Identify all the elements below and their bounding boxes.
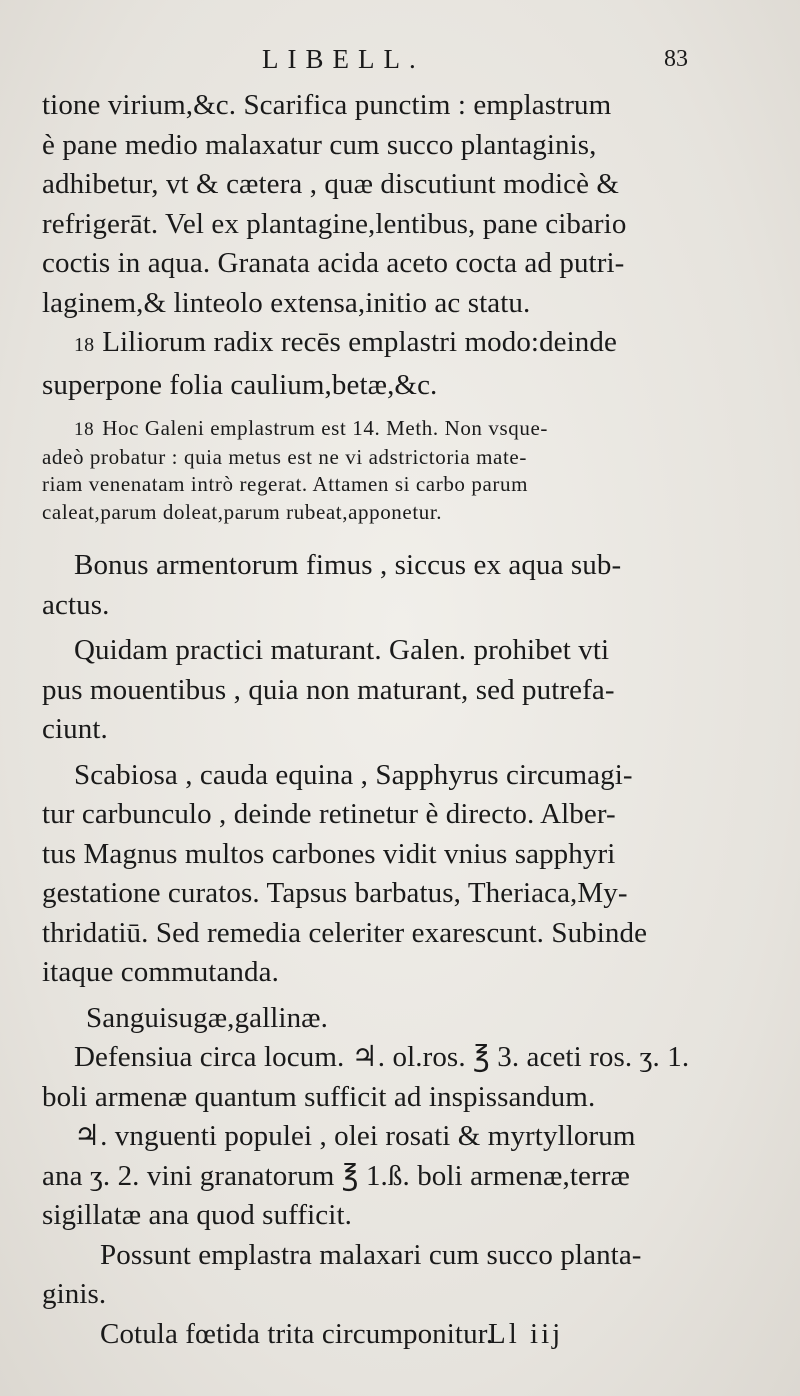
text-line: laginem,& linteolo extensa,initio ac statu. [42,286,531,319]
running-title: LIBELL. [262,44,425,74]
text-line: itaque commutanda. [42,956,279,988]
text-line: actus. [42,588,110,621]
note-line [42,415,722,444]
text-line: Quidam practici maturant. Galen. prohibet vti [74,634,610,666]
paragraph-2 [42,323,722,405]
text-line: pus mouentibus , quia non maturant, sed putrefa- [42,673,615,706]
text-line: Possunt emplastra malaxari cum succo planta- [100,1238,642,1271]
paragraph-5 [42,756,722,993]
page-number: 83 [664,46,688,72]
text-line: refrigerāt. Vel ex plantagine,lentibus, pane cibario [42,207,627,240]
paragraph-7 [42,1038,722,1117]
text-line: boli armenæ quantum sufficit ad inspissandum. [42,1080,596,1113]
text-line: ciunt. [42,713,108,745]
note-line: adeò probatur : quia metus est ne vi adstrictoria mate- [42,444,527,469]
text-line: thridatiū. Sed remedia celeriter exarescunt. Subinde [42,916,648,949]
note-line: caleat,parum doleat,parum rubeat,apponetur. [42,499,443,524]
note-line: riam venenatam intrò regerat. Attamen si carbo parum [42,472,529,496]
text-line: tur carbunculo , deinde retinetur è directo. Alber- [42,798,616,830]
text-line: tione virium,&c. Scarifica punctim : emplastrum [42,89,612,121]
text-line: Scabiosa , cauda equina , Sapphyrus circumagi- [74,758,633,791]
paragraph-8 [42,1117,722,1236]
signature-mark: Ll iij [488,1318,564,1350]
line-text: Liliorum radix recēs emplastri modo:deinde [102,326,617,358]
paragraph-4 [42,631,722,750]
text-line: ♃. vnguenti populei , olei rosati & myrtyllorum [74,1120,636,1152]
paragraph-number: 18 [74,334,95,356]
paragraph-1 [42,86,722,323]
text-line: è pane medio malaxatur cum succo plantaginis, [42,128,597,161]
text-line: sigillatæ ana quod sufficit. [42,1199,352,1231]
paragraph-9 [42,1236,722,1315]
text-line: tus Magnus multos carbones vidit vnius sapphyri [42,837,616,870]
note-number: 18 [74,419,95,440]
text-line: Cotula fœtida trita circumponitur. [100,1317,494,1350]
running-head [0,44,800,84]
text-line: gestatione curatos. Tapsus barbatus, Theriaca,My- [42,877,628,909]
text-line [42,323,722,366]
text-line: superpone folia caulium,betæ,&c. [42,368,438,401]
text-line: Bonus armentorum fimus , siccus ex aqua sub- [74,549,622,581]
text-line: Sanguisugæ,gallinæ. [86,1001,328,1034]
text-line: ana ʒ. 2. vini granatorum ℥ 1.ß. boli armenæ,terræ [42,1159,630,1192]
paragraph-3 [42,546,722,625]
text-line: Defensiua circa locum. ♃. ol.ros. ℥ 3. aceti ros. ʒ. 1. [74,1041,690,1073]
text-block [42,86,722,1354]
text-line: ginis. [42,1278,107,1310]
text-line: adhibetur, vt & cætera , quæ discutiunt modicè & [42,168,620,200]
line-text: Hoc Galeni emplastrum est 14. Meth. Non vsque- [102,416,548,440]
paragraph-6 [42,999,722,1039]
text-line: coctis in aqua. Granata acida aceto cocta ad putri- [42,247,625,279]
commentary-note [42,415,722,526]
paragraph-10 [42,1315,722,1355]
